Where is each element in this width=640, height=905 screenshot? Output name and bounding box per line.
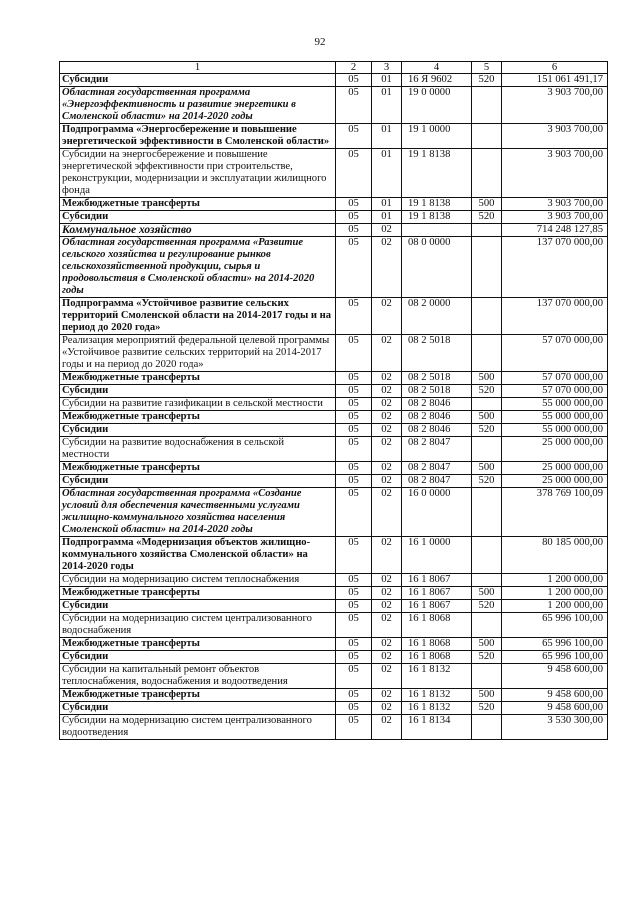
row-name-cell: Межбюджетные трансферты <box>60 638 336 651</box>
row-code-4-cell: 19 1 8138 <box>402 149 472 198</box>
row-name-cell: Межбюджетные трансферты <box>60 587 336 600</box>
row-name-cell: Субсидии на развитие водоснабжения в сельской местности <box>60 437 336 462</box>
row-code-5-cell: 520 <box>472 475 502 488</box>
row-code-4-cell: 08 2 5018 <box>402 385 472 398</box>
row-amount-cell: 55 000 000,00 <box>502 398 608 411</box>
row-code-3-cell: 02 <box>372 372 402 385</box>
row-name-cell: Областная государственная программа «Развитие сельского хозяйства и регулирование рынков сельскохозяйственной продукции, сырья и продовольствия в Смоленской области» на 2014-2020 годы <box>60 237 336 298</box>
row-name-cell: Субсидии <box>60 702 336 715</box>
header-cell-5: 5 <box>472 62 502 74</box>
row-code-3-cell: 02 <box>372 689 402 702</box>
row-name-cell: Субсидии <box>60 211 336 224</box>
row-code-5-cell: 520 <box>472 385 502 398</box>
header-cell-3: 3 <box>372 62 402 74</box>
row-amount-cell: 137 070 000,00 <box>502 298 608 335</box>
row-code-3-cell: 02 <box>372 574 402 587</box>
row-code-3-cell: 02 <box>372 702 402 715</box>
row-code-5-cell: 520 <box>472 211 502 224</box>
row-code-4-cell: 19 0 0000 <box>402 87 472 124</box>
row-name-cell: Межбюджетные трансферты <box>60 462 336 475</box>
row-code-5-cell <box>472 437 502 462</box>
table-row <box>60 437 608 462</box>
row-code-5-cell: 500 <box>472 587 502 600</box>
table-row <box>60 462 608 475</box>
row-code-4-cell: 16 1 8067 <box>402 600 472 613</box>
row-code-5-cell: 520 <box>472 702 502 715</box>
row-name-cell: Подпрограмма «Модернизация объектов жилищно-коммунального хозяйства Смоленской области» на 2014-2020 годы <box>60 537 336 574</box>
row-code-2-cell: 05 <box>336 462 372 475</box>
row-amount-cell: 1 200 000,00 <box>502 600 608 613</box>
row-code-5-cell <box>472 488 502 537</box>
row-code-2-cell: 05 <box>336 335 372 372</box>
row-code-5-cell <box>472 298 502 335</box>
row-name-cell: Субсидии на модернизацию систем централизованного водоотведения <box>60 715 336 740</box>
table-row <box>60 488 608 537</box>
row-amount-cell: 1 200 000,00 <box>502 574 608 587</box>
row-code-3-cell: 02 <box>372 587 402 600</box>
row-code-2-cell: 05 <box>336 198 372 211</box>
row-code-2-cell: 05 <box>336 613 372 638</box>
table-row <box>60 638 608 651</box>
row-code-2-cell: 05 <box>336 664 372 689</box>
table-row <box>60 385 608 398</box>
row-amount-cell: 9 458 600,00 <box>502 689 608 702</box>
row-code-3-cell: 01 <box>372 149 402 198</box>
row-code-4-cell: 08 2 8047 <box>402 437 472 462</box>
table-row <box>60 87 608 124</box>
row-name-cell: Межбюджетные трансферты <box>60 689 336 702</box>
table-row <box>60 689 608 702</box>
row-amount-cell: 3 903 700,00 <box>502 211 608 224</box>
row-name-cell: Субсидии <box>60 385 336 398</box>
row-code-4-cell: 08 2 0000 <box>402 298 472 335</box>
row-name-cell: Областная государственная программа «Энергоэффективность и развитие энергетики в Смоленской области» на 2014-2020 годы <box>60 87 336 124</box>
row-code-2-cell: 05 <box>336 488 372 537</box>
row-code-3-cell: 02 <box>372 664 402 689</box>
row-code-4-cell: 19 1 8138 <box>402 198 472 211</box>
row-name-cell: Подпрограмма «Энергосбережение и повышение энергетической эффективности в Смоленской области» <box>60 124 336 149</box>
row-amount-cell: 151 061 491,17 <box>502 74 608 87</box>
row-amount-cell: 3 530 300,00 <box>502 715 608 740</box>
row-amount-cell: 9 458 600,00 <box>502 664 608 689</box>
row-code-2-cell: 05 <box>336 537 372 574</box>
table-row <box>60 124 608 149</box>
row-code-2-cell: 05 <box>336 385 372 398</box>
row-code-3-cell: 01 <box>372 87 402 124</box>
row-name-cell: Межбюджетные трансферты <box>60 198 336 211</box>
row-amount-cell: 3 903 700,00 <box>502 87 608 124</box>
row-code-5-cell <box>472 613 502 638</box>
row-code-5-cell: 520 <box>472 600 502 613</box>
table-row <box>60 74 608 87</box>
row-code-4-cell: 16 1 8068 <box>402 613 472 638</box>
header-row <box>60 62 608 74</box>
row-code-3-cell: 02 <box>372 613 402 638</box>
row-code-4-cell: 16 1 8067 <box>402 574 472 587</box>
table-row <box>60 372 608 385</box>
row-amount-cell: 57 070 000,00 <box>502 372 608 385</box>
row-code-5-cell <box>472 398 502 411</box>
row-code-4-cell: 16 1 8132 <box>402 664 472 689</box>
row-code-4-cell: 16 1 8132 <box>402 702 472 715</box>
row-code-5-cell <box>472 224 502 237</box>
row-code-2-cell: 05 <box>336 87 372 124</box>
row-name-cell: Субсидии <box>60 600 336 613</box>
row-name-cell: Субсидии <box>60 475 336 488</box>
row-code-4-cell: 16 1 8132 <box>402 689 472 702</box>
row-amount-cell: 714 248 127,85 <box>502 224 608 237</box>
row-code-5-cell: 500 <box>472 372 502 385</box>
row-name-cell: Подпрограмма «Устойчивое развитие сельских территорий Смоленской области на 2014-2017 годы и на период до 2020 года» <box>60 298 336 335</box>
row-code-2-cell: 05 <box>336 298 372 335</box>
row-code-5-cell: 500 <box>472 689 502 702</box>
row-code-5-cell: 500 <box>472 198 502 211</box>
row-code-5-cell <box>472 574 502 587</box>
row-name-cell: Субсидии на капитальный ремонт объектов теплоснабжения, водоснабжения и водоотведения <box>60 664 336 689</box>
row-code-2-cell: 05 <box>336 689 372 702</box>
row-code-5-cell <box>472 237 502 298</box>
row-amount-cell: 65 996 100,00 <box>502 613 608 638</box>
table-row <box>60 651 608 664</box>
table-row <box>60 198 608 211</box>
row-code-2-cell: 05 <box>336 411 372 424</box>
row-code-3-cell: 02 <box>372 335 402 372</box>
row-code-3-cell: 02 <box>372 715 402 740</box>
row-code-2-cell: 05 <box>336 424 372 437</box>
row-name-cell: Субсидии на модернизацию систем централизованного водоснабжения <box>60 613 336 638</box>
row-code-5-cell <box>472 335 502 372</box>
row-code-2-cell: 05 <box>336 702 372 715</box>
row-code-5-cell <box>472 149 502 198</box>
row-code-5-cell: 500 <box>472 411 502 424</box>
table-row <box>60 224 608 237</box>
row-amount-cell: 137 070 000,00 <box>502 237 608 298</box>
row-name-cell: Субсидии на модернизацию систем теплоснабжения <box>60 574 336 587</box>
row-code-2-cell: 05 <box>336 372 372 385</box>
row-amount-cell: 3 903 700,00 <box>502 198 608 211</box>
row-amount-cell: 25 000 000,00 <box>502 462 608 475</box>
row-amount-cell: 80 185 000,00 <box>502 537 608 574</box>
row-code-3-cell: 01 <box>372 211 402 224</box>
row-code-3-cell: 02 <box>372 488 402 537</box>
row-code-4-cell: 08 2 8046 <box>402 411 472 424</box>
row-name-cell: Субсидии на развитие газификации в сельской местности <box>60 398 336 411</box>
row-code-3-cell: 02 <box>372 651 402 664</box>
header-cell-2: 2 <box>336 62 372 74</box>
table-row <box>60 475 608 488</box>
row-code-5-cell <box>472 664 502 689</box>
row-code-5-cell: 520 <box>472 74 502 87</box>
table-row <box>60 715 608 740</box>
row-code-5-cell <box>472 124 502 149</box>
row-code-4-cell: 16 Я 9602 <box>402 74 472 87</box>
row-code-2-cell: 05 <box>336 600 372 613</box>
row-code-4-cell: 16 1 8068 <box>402 638 472 651</box>
row-code-3-cell: 02 <box>372 600 402 613</box>
row-code-4-cell: 08 2 8047 <box>402 462 472 475</box>
budget-table <box>59 61 608 740</box>
row-name-cell: Реализация мероприятий федеральной целевой программы «Устойчивое развитие сельских территорий на 2014-2017 годы и на период до 2020 года» <box>60 335 336 372</box>
row-code-3-cell: 02 <box>372 475 402 488</box>
row-code-3-cell: 02 <box>372 437 402 462</box>
row-code-3-cell: 02 <box>372 411 402 424</box>
row-code-2-cell: 05 <box>336 124 372 149</box>
table-row <box>60 335 608 372</box>
row-code-5-cell <box>472 715 502 740</box>
table-row <box>60 211 608 224</box>
row-name-cell: Субсидии <box>60 424 336 437</box>
row-code-5-cell: 500 <box>472 462 502 475</box>
row-name-cell: Коммунальное хозяйство <box>60 224 336 237</box>
row-code-2-cell: 05 <box>336 715 372 740</box>
row-amount-cell: 57 070 000,00 <box>502 385 608 398</box>
row-code-3-cell: 02 <box>372 537 402 574</box>
row-amount-cell: 25 000 000,00 <box>502 475 608 488</box>
row-code-4-cell: 08 0 0000 <box>402 237 472 298</box>
row-code-4-cell: 16 1 8067 <box>402 587 472 600</box>
row-code-5-cell <box>472 87 502 124</box>
row-code-2-cell: 05 <box>336 587 372 600</box>
row-amount-cell: 55 000 000,00 <box>502 424 608 437</box>
row-code-2-cell: 05 <box>336 437 372 462</box>
row-code-2-cell: 05 <box>336 651 372 664</box>
row-code-3-cell: 01 <box>372 74 402 87</box>
row-code-4-cell: 08 2 8047 <box>402 475 472 488</box>
row-code-2-cell: 05 <box>336 237 372 298</box>
row-code-3-cell: 02 <box>372 638 402 651</box>
row-code-3-cell: 02 <box>372 385 402 398</box>
row-name-cell: Субсидии на энергосбережение и повышение энергетической эффективности при строительстве, реконструкции, модернизации и эксплуатации жилищного фонда <box>60 149 336 198</box>
header-cell-6: 6 <box>502 62 608 74</box>
table-row <box>60 537 608 574</box>
row-code-2-cell: 05 <box>336 211 372 224</box>
table-row <box>60 574 608 587</box>
row-code-4-cell: 08 2 8046 <box>402 398 472 411</box>
row-code-2-cell: 05 <box>336 638 372 651</box>
row-code-2-cell: 05 <box>336 398 372 411</box>
row-name-cell: Субсидии <box>60 651 336 664</box>
table-row <box>60 702 608 715</box>
row-code-4-cell: 16 1 8134 <box>402 715 472 740</box>
row-code-5-cell: 520 <box>472 651 502 664</box>
table-row <box>60 237 608 298</box>
header-cell-4: 4 <box>402 62 472 74</box>
row-name-cell: Субсидии <box>60 74 336 87</box>
table-row <box>60 587 608 600</box>
row-amount-cell: 378 769 100,09 <box>502 488 608 537</box>
table-row <box>60 398 608 411</box>
row-name-cell: Областная государственная программа «Создание условий для обеспечения качественными услугами жилищно-коммунального хозяйства населения Смоленской области» на 2014-2020 годы <box>60 488 336 537</box>
page-number: 92 <box>314 36 326 48</box>
row-code-3-cell: 02 <box>372 462 402 475</box>
row-code-3-cell: 02 <box>372 424 402 437</box>
table-row <box>60 411 608 424</box>
row-code-4-cell: 19 1 0000 <box>402 124 472 149</box>
row-code-4-cell: 16 1 0000 <box>402 537 472 574</box>
table-row <box>60 600 608 613</box>
header-cell-1: 1 <box>60 62 336 74</box>
row-amount-cell: 25 000 000,00 <box>502 437 608 462</box>
row-name-cell: Межбюджетные трансферты <box>60 372 336 385</box>
row-code-3-cell: 01 <box>372 124 402 149</box>
row-code-3-cell: 02 <box>372 237 402 298</box>
row-amount-cell: 57 070 000,00 <box>502 335 608 372</box>
row-code-3-cell: 02 <box>372 398 402 411</box>
row-name-cell: Межбюджетные трансферты <box>60 411 336 424</box>
table-row <box>60 613 608 638</box>
row-code-2-cell: 05 <box>336 475 372 488</box>
row-amount-cell: 1 200 000,00 <box>502 587 608 600</box>
row-amount-cell: 55 000 000,00 <box>502 411 608 424</box>
row-code-4-cell: 16 0 0000 <box>402 488 472 537</box>
row-code-4-cell: 08 2 8046 <box>402 424 472 437</box>
row-code-3-cell: 01 <box>372 198 402 211</box>
row-code-4-cell <box>402 224 472 237</box>
table-body <box>60 62 608 740</box>
table-row <box>60 149 608 198</box>
row-amount-cell: 9 458 600,00 <box>502 702 608 715</box>
row-code-3-cell: 02 <box>372 298 402 335</box>
row-code-5-cell: 520 <box>472 424 502 437</box>
row-amount-cell: 3 903 700,00 <box>502 149 608 198</box>
row-amount-cell: 65 996 100,00 <box>502 651 608 664</box>
row-code-4-cell: 08 2 5018 <box>402 335 472 372</box>
row-amount-cell: 65 996 100,00 <box>502 638 608 651</box>
row-code-2-cell: 05 <box>336 224 372 237</box>
row-code-5-cell: 500 <box>472 638 502 651</box>
row-code-4-cell: 16 1 8068 <box>402 651 472 664</box>
row-code-2-cell: 05 <box>336 149 372 198</box>
row-code-4-cell: 19 1 8138 <box>402 211 472 224</box>
row-code-2-cell: 05 <box>336 74 372 87</box>
row-code-4-cell: 08 2 5018 <box>402 372 472 385</box>
row-code-2-cell: 05 <box>336 574 372 587</box>
row-code-5-cell <box>472 537 502 574</box>
table-row <box>60 424 608 437</box>
table-row <box>60 298 608 335</box>
row-amount-cell: 3 903 700,00 <box>502 124 608 149</box>
table-row <box>60 664 608 689</box>
row-code-3-cell: 02 <box>372 224 402 237</box>
